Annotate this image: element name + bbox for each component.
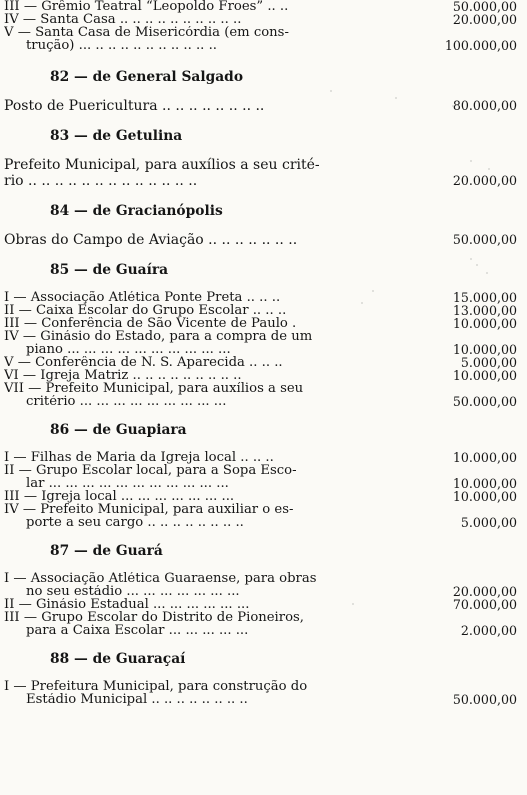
entry-amount: 50.000,00 bbox=[452, 0, 517, 14]
entry-text: Prefeito Municipal, para auxílios a seu crité- bbox=[4, 157, 320, 173]
entry-text: I — Prefeitura Municipal, para construção do bbox=[4, 680, 308, 693]
entry bbox=[4, 611, 517, 637]
entry-text: III — Grêmio Teatral “Leopoldo Froes” .. .. bbox=[4, 0, 289, 13]
entry-text: no seu estádio ... ... ... ... ... ... ... bbox=[26, 585, 240, 598]
entry bbox=[4, 232, 517, 248]
entry bbox=[4, 451, 517, 464]
entry bbox=[4, 304, 517, 317]
scan-speck bbox=[372, 290, 374, 292]
scan-speck bbox=[488, 168, 490, 170]
entry-amount: 10.000,00 bbox=[452, 368, 517, 383]
entry-text: piano ... ... ... ... ... ... ... ... ... ... bbox=[26, 343, 231, 356]
scan-speck bbox=[361, 302, 363, 304]
entry-line bbox=[4, 157, 517, 173]
entry-text: VI — Igreja Matriz .. .. .. .. .. .. .. .. .. bbox=[4, 369, 242, 382]
entry-amount: 20.000,00 bbox=[452, 12, 517, 27]
entry-text: IV — Ginásio do Estado, para a compra de um bbox=[4, 330, 313, 343]
entry bbox=[4, 157, 517, 189]
entry-text: III — Conferência de São Vicente de Paulo . bbox=[4, 317, 297, 330]
entry-line bbox=[4, 26, 517, 39]
entry-text: II — Caixa Escolar do Grupo Escolar .. .. .. bbox=[4, 304, 287, 317]
entry-line bbox=[4, 395, 517, 408]
entry-text: IV — Santa Casa .. .. .. .. .. .. .. .. .. .. bbox=[4, 13, 242, 26]
entry-amount: 2.000,00 bbox=[460, 623, 517, 638]
section-heading: 86 — de Guapiara bbox=[50, 422, 187, 438]
entry-amount: 10.000,00 bbox=[452, 450, 517, 465]
scan-speck bbox=[476, 264, 478, 266]
entry-amount: 70.000,00 bbox=[452, 597, 517, 612]
entry bbox=[4, 572, 517, 598]
entry-text: porte a seu cargo .. .. .. .. .. .. .. .. bbox=[26, 516, 244, 529]
entry bbox=[4, 26, 517, 52]
section-heading: 83 — de Getulina bbox=[50, 128, 183, 144]
entry-text: II — Ginásio Estadual ... ... ... ... ... ... bbox=[4, 598, 250, 611]
entry bbox=[4, 490, 517, 503]
entry-line bbox=[4, 330, 517, 343]
scan-speck bbox=[488, 606, 490, 608]
scan-speck bbox=[470, 258, 472, 260]
entry-line bbox=[4, 693, 517, 706]
entry-amount: 50.000,00 bbox=[452, 232, 517, 247]
entry-line bbox=[4, 572, 517, 585]
section-heading: 88 — de Guaraçaí bbox=[50, 651, 186, 667]
entry-line bbox=[4, 173, 517, 189]
section-heading: 84 — de Gracianópolis bbox=[50, 203, 223, 219]
entry-text: Obras do Campo de Aviação .. .. .. .. .. .. .. bbox=[4, 232, 298, 248]
entry-line bbox=[4, 343, 517, 356]
entry-text: II — Grupo Escolar local, para a Sopa Esco- bbox=[4, 464, 297, 477]
entry-amount: 80.000,00 bbox=[452, 98, 517, 113]
entry-text: para a Caixa Escolar ... ... ... ... ... bbox=[26, 624, 249, 637]
scan-speck bbox=[474, 600, 476, 602]
scan-speck bbox=[486, 272, 488, 274]
entry-line bbox=[4, 291, 517, 304]
entry bbox=[4, 680, 517, 706]
entry-text: VII — Prefeito Municipal, para auxílios a seu bbox=[4, 382, 304, 395]
entry-line bbox=[4, 98, 517, 114]
entry-amount: 20.000,00 bbox=[452, 173, 517, 188]
entry-text: rio .. .. .. .. .. .. .. .. .. .. .. .. .. bbox=[4, 173, 198, 189]
entry-line bbox=[4, 39, 517, 52]
section-heading: 87 — de Guará bbox=[50, 543, 163, 559]
entry bbox=[4, 291, 517, 304]
entry-line bbox=[4, 585, 517, 598]
entry-amount: 5.000,00 bbox=[460, 515, 517, 530]
section-heading: 82 — de General Salgado bbox=[50, 69, 244, 85]
entry bbox=[4, 464, 517, 490]
entry-amount: 5.000,00 bbox=[460, 355, 517, 370]
entry bbox=[4, 598, 517, 611]
entry bbox=[4, 503, 517, 529]
entry-line bbox=[4, 516, 517, 529]
entry-text: III — Grupo Escolar do Distrito de Pioneiros, bbox=[4, 611, 304, 624]
entry-text: I — Associação Atlética Guaraense, para obras bbox=[4, 572, 317, 585]
scan-speck bbox=[395, 97, 397, 99]
entry-amount: 10.000,00 bbox=[452, 342, 517, 357]
entry bbox=[4, 98, 517, 114]
entry-line bbox=[4, 680, 517, 693]
entry-text: lar ... ... ... ... ... ... ... ... ... ... ... bbox=[26, 477, 229, 490]
section-heading: 85 — de Guaíra bbox=[50, 262, 169, 278]
scan-speck bbox=[330, 90, 332, 92]
entry-line bbox=[4, 464, 517, 477]
appropriations-list bbox=[4, 0, 517, 706]
entry-line bbox=[4, 369, 517, 382]
entry-line bbox=[4, 611, 517, 624]
entry-amount: 13.000,00 bbox=[452, 303, 517, 318]
entry-line bbox=[4, 0, 517, 13]
entry bbox=[4, 0, 517, 13]
entry-amount: 50.000,00 bbox=[452, 394, 517, 409]
entry-amount: 20.000,00 bbox=[452, 584, 517, 599]
entry-text: IV — Prefeito Municipal, para auxiliar o es- bbox=[4, 503, 294, 516]
entry-text: V — Santa Casa de Misericórdia (em cons- bbox=[4, 26, 289, 39]
entry-line bbox=[4, 13, 517, 26]
scan-speck bbox=[470, 160, 472, 162]
entry-line bbox=[4, 490, 517, 503]
entry-text: III — Igreja local ... ... ... ... ... ... ... bbox=[4, 490, 235, 503]
entry bbox=[4, 356, 517, 369]
entry-amount: 100.000,00 bbox=[444, 38, 517, 53]
entry-line bbox=[4, 598, 517, 611]
entry-line bbox=[4, 477, 517, 490]
entry-line bbox=[4, 451, 517, 464]
entry-text: critério ... ... ... ... ... ... ... ... ... bbox=[26, 395, 227, 408]
entry-text: trução) ... .. .. .. .. .. .. .. .. .. .. bbox=[26, 39, 217, 52]
entry-text: Posto de Puericultura .. .. .. .. .. .. .. .. bbox=[4, 98, 265, 114]
entry bbox=[4, 317, 517, 330]
scan-speck bbox=[352, 603, 354, 605]
entry bbox=[4, 330, 517, 356]
entry-line bbox=[4, 356, 517, 369]
entry-amount: 10.000,00 bbox=[452, 476, 517, 491]
entry-amount: 10.000,00 bbox=[452, 316, 517, 331]
entry bbox=[4, 369, 517, 382]
entry-amount: 50.000,00 bbox=[452, 692, 517, 707]
entry-text: I — Filhas de Maria da Igreja local .. .. .. bbox=[4, 451, 274, 464]
entry-line bbox=[4, 503, 517, 516]
entry-text: V — Conferência de N. S. Aparecida .. .. .. bbox=[4, 356, 283, 369]
entry-amount: 10.000,00 bbox=[452, 489, 517, 504]
entry-line bbox=[4, 317, 517, 330]
entry-line bbox=[4, 382, 517, 395]
entry-text: Estádio Municipal .. .. .. .. .. .. .. .. bbox=[26, 693, 248, 706]
entry bbox=[4, 382, 517, 408]
entry-line bbox=[4, 232, 517, 248]
entry-line bbox=[4, 624, 517, 637]
entry-text: I — Associação Atlética Ponte Preta .. .. .. bbox=[4, 291, 281, 304]
scan-speck bbox=[452, 105, 454, 107]
entry bbox=[4, 13, 517, 26]
entry-amount: 15.000,00 bbox=[452, 290, 517, 305]
entry-line bbox=[4, 304, 517, 317]
